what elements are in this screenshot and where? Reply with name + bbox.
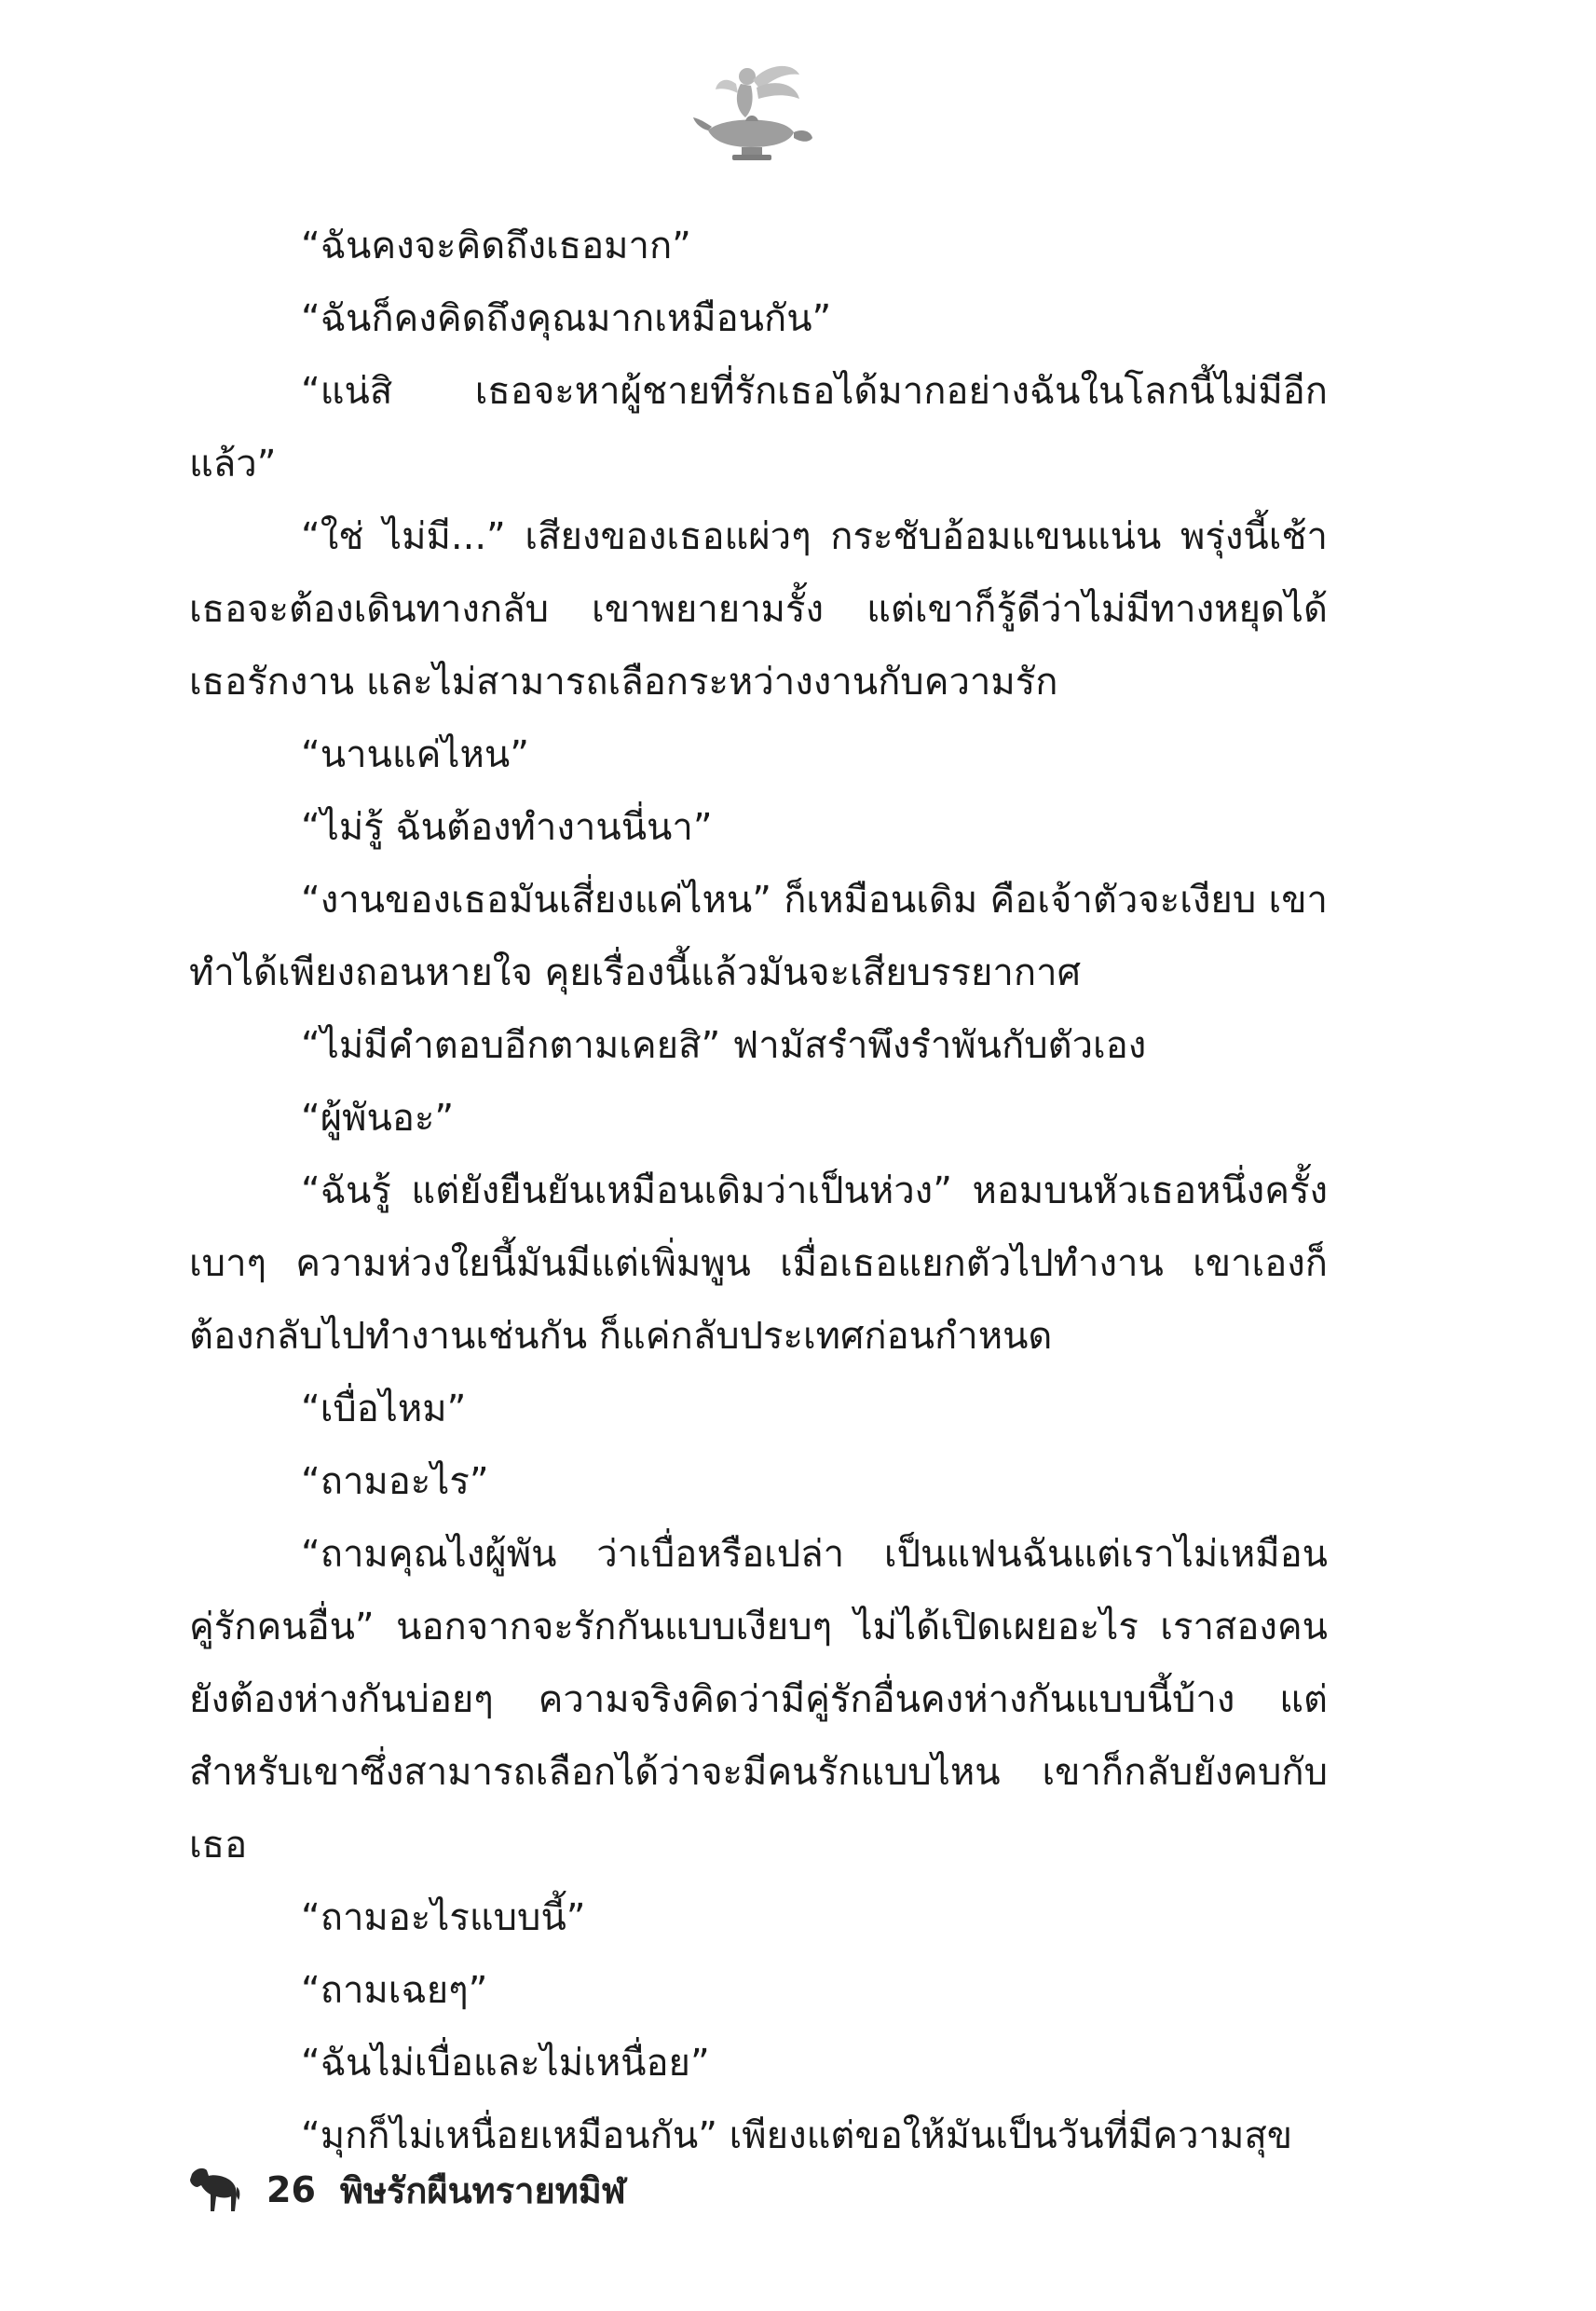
paragraph: “ถามคุณไงผู้พัน ว่าเบื่อหรือเปล่า เป็นแฟนฉันแต่เราไม่เหมือนคู่รักคนอื่น” นอกจากจะรักกันแบบเงียบๆ ไม่ได้เปิดเผยอะไร เราสองคนยังต้องห่างกันบ่อยๆ ความจริงคิดว่ามีคู่รักอื่นคงห่างกันแบบนี้บ้าง แต่สำหรับเขาซึ่งสามารถเลือกได้ว่าจะมีคนรักแบบไหน เขาก็กลับยังคบกับเธอ: [189, 1533, 1328, 1867]
paragraph: “เบื่อไหม”: [301, 1388, 467, 1430]
paragraph: “แน่สิ เธอจะหาผู้ชายที่รักเธอได้มากอย่างฉันในโลกนี้ไม่มีอีกแล้ว”: [189, 370, 1328, 485]
paragraph: “ถามเฉยๆ”: [301, 1969, 488, 2012]
paragraph: “ถามอะไร”: [301, 1460, 489, 1503]
paragraph: “นานแค่ไหน”: [301, 733, 529, 776]
page-number: 26: [266, 2169, 316, 2210]
paragraph: “ฉันก็คงคิดถึงคุณมากเหมือนกัน”: [301, 297, 832, 340]
paragraph: “ฉันรู้ แต่ยังยืนยันเหมือนเดิมว่าเป็นห่วง” หอมบนหัวเธอหนึ่งครั้งเบาๆ ความห่วงใยนี้มันมีแต่เพิ่มพูน เมื่อเธอแยกตัวไปทำงาน เขาเองก็ต้องกลับไปทำงานเช่นกัน ก็แค่กลับประเทศก่อนกำหนด: [189, 1169, 1328, 1358]
paragraph: “ใช่ ไม่มี...” เสียงของเธอแผ่วๆ กระชับอ้อมแขนแน่น พรุ่งนี้เช้าเธอจะต้องเดินทางกลับ เขาพยายามรั้ง แต่เขาก็รู้ดีว่าไม่มีทางหยุดได้ เธอรักงาน และไม่สามารถเลือกระหว่างงานกับความรัก: [189, 515, 1328, 704]
page-footer: [186, 2162, 626, 2218]
paragraph: “ฉันคงจะคิดถึงเธอมาก”: [301, 225, 691, 267]
paragraph: “มุกก็ไม่เหนื่อยเหมือนกัน” เพียงแต่ขอให้มันเป็นวันที่มีความสุข: [301, 2114, 1293, 2157]
paragraph: “งานของเธอมันเสี่ยงแค่ไหน” ก็เหมือนเดิม คือเจ้าตัวจะเงียบ เขาทำได้เพียงถอนหายใจ คุยเรื่องนี้แล้วมันจะเสียบรรยากาศ: [189, 879, 1328, 994]
body-text: [189, 210, 1328, 2172]
paragraph: “ไม่รู้ ฉันต้องทำงานนี่นา”: [301, 806, 713, 849]
paragraph: “ฉันไม่เบื่อและไม่เหนื่อย”: [301, 2042, 710, 2085]
book-title: พิษรักผืนทรายทมิฬ: [339, 2169, 626, 2211]
paragraph: “ไม่มีคำตอบอีกตามเคยสิ” ฟามัสรำพึงรำพันกับตัวเอง: [301, 1024, 1147, 1067]
paragraph: “ถามอะไรแบบนี้”: [301, 1896, 586, 1939]
paragraph: “ผู้พันอะ”: [301, 1097, 455, 1140]
horse-icon: [186, 2165, 242, 2215]
lamp-with-cupid-icon: [689, 56, 820, 168]
